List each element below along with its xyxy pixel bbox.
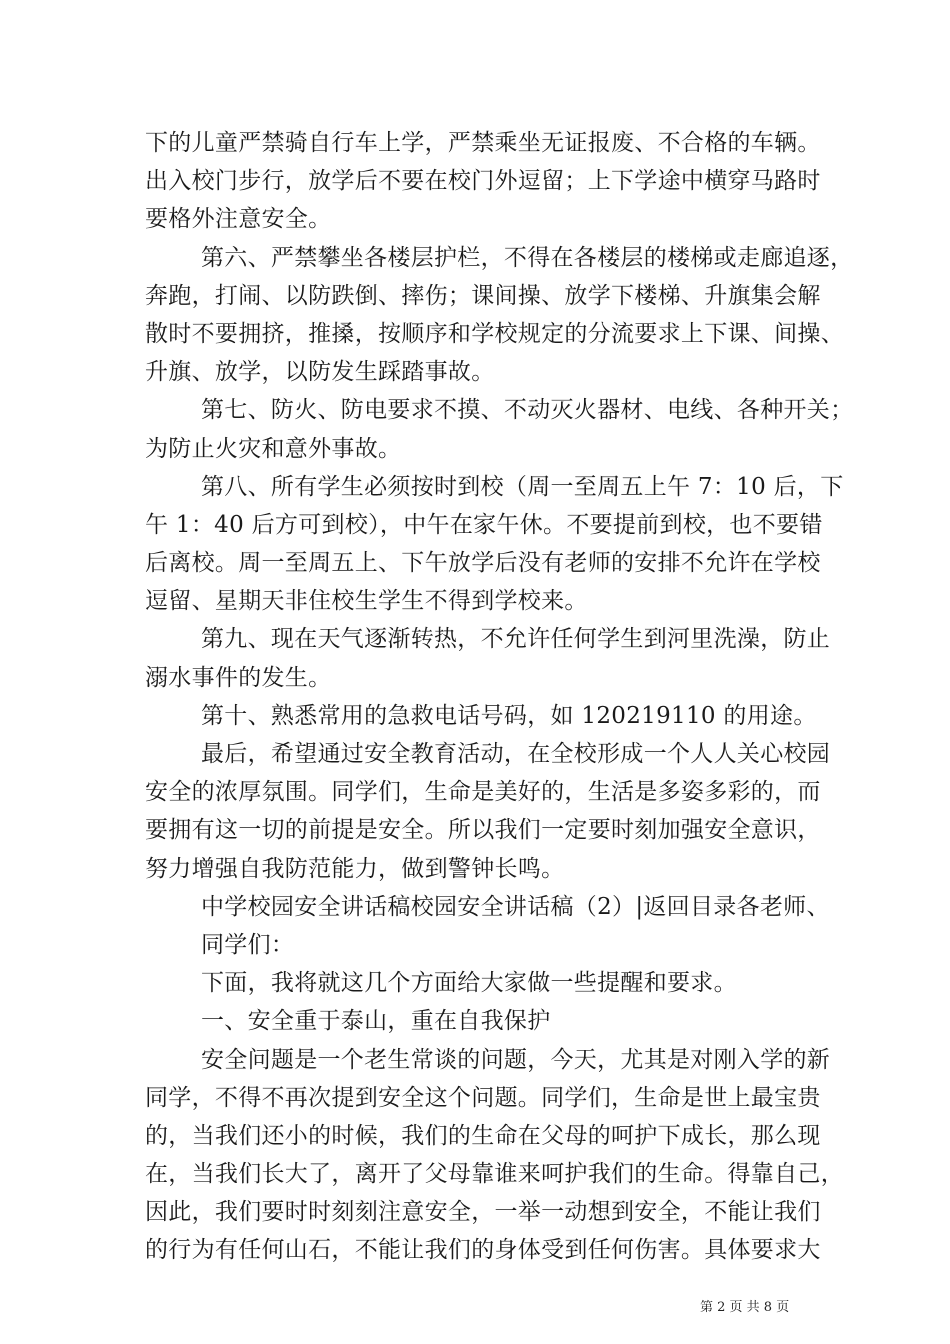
- text-line: 安全问题是一个老生常谈的问题，今天，尤其是对刚入学的新: [201, 1046, 831, 1073]
- page-number: 第 2 页 共 8 页: [700, 1300, 790, 1315]
- text-line: 为防止火灾和意外事故。: [145, 435, 402, 462]
- text-line: 要拥有这一切的前提是安全。所以我们一定要时刻加强安全意识，: [145, 817, 821, 844]
- document-body: [145, 124, 854, 1270]
- text-line: 逗留、星期天非住校生学生不得到学校来。: [145, 588, 588, 615]
- text-line: 下面，我将就这几个方面给大家做一些提醒和要求。: [201, 970, 737, 997]
- text-line: 努力增强自我防范能力，做到警钟长鸣。: [145, 855, 565, 882]
- text-line: 升旗、放学，以防发生踩踏事故。: [145, 359, 495, 386]
- text-line: 同学，不得不再次提到安全这个问题。同学们，生命是世上最宝贵: [145, 1084, 821, 1111]
- text-line: 第六、严禁攀坐各楼层护栏，不得在各楼层的楼梯或走廊追逐，: [201, 244, 854, 271]
- text-line: 的，当我们还小的时候，我们的生命在父母的呵护下成长，那么现: [145, 1122, 821, 1149]
- text-line: 同学们：: [201, 931, 295, 958]
- text-line: 最后，希望通过安全教育活动，在全校形成一个人人关心校园: [201, 741, 831, 767]
- text-line: 中学校园安全讲话稿校园安全讲话稿（2）|返回目录各老师、: [201, 893, 830, 920]
- text-line: 在，当我们长大了，离开了父母靠谁来呵护我们的生命。得靠自己，: [145, 1161, 844, 1188]
- text-line: 第七、防火、防电要求不摸、不动灭火器材、电线、各种开关；: [201, 397, 854, 424]
- text-line: 要格外注意安全。: [145, 206, 332, 233]
- text-line: 第十、熟悉常用的急救电话号码，如 120219110 的用途。: [201, 702, 817, 729]
- text-line: 下的儿童严禁骑自行车上学，严禁乘坐无证报废、不合格的车辆。: [145, 130, 821, 156]
- text-line: 溺水事件的发生。: [145, 664, 332, 691]
- text-line: 安全的浓厚氛围。同学们，生命是美好的，生活是多姿多彩的，而: [145, 779, 821, 806]
- text-line: 因此，我们要时时刻刻注意安全，一举一动想到安全，不能让我们: [145, 1199, 821, 1226]
- text-line: 一、安全重于泰山，重在自我保护: [201, 1008, 551, 1035]
- text-line: 奔跑，打闹、以防跌倒、摔伤；课间操、放学下楼梯、升旗集会解: [145, 282, 821, 309]
- text-line: 第八、所有学生必须按时到校（周一至周五上午 7：10 后，下: [201, 473, 844, 500]
- text-line: 午 1：40 后方可到校），中午在家午休。不要提前到校，也不要错: [145, 511, 823, 538]
- text-line: 出入校门步行，放学后不要在校门外逗留；上下学途中横穿马路时: [145, 168, 821, 195]
- text-line: 第九、现在天气逐渐转热，不允许任何学生到河里洗澡，防止: [201, 626, 831, 653]
- text-line: 后离校。周一至周五上、下午放学后没有老师的安排不允许在学校: [145, 550, 821, 577]
- text-line: 的行为有任何山石，不能让我们的身体受到任何伤害。具体要求大: [145, 1237, 821, 1264]
- text-line: 散时不要拥挤，推搡，按顺序和学校规定的分流要求上下课、间操、: [145, 320, 844, 347]
